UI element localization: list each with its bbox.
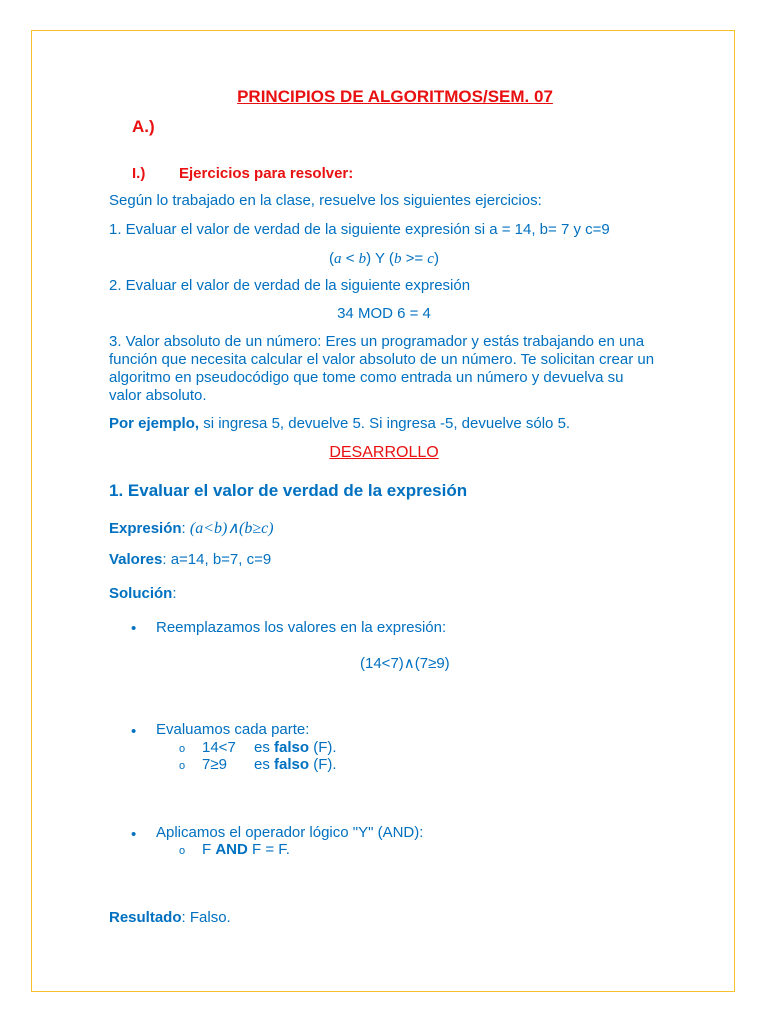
sub-bullet-3-text: F AND F = F.: [202, 841, 290, 858]
bullet-2-text: Evaluamos cada parte:: [156, 721, 310, 738]
sub-bullet-2-result: es falso (F).: [254, 756, 337, 773]
sub-bullet-2-expr: 7≥9: [202, 756, 227, 773]
sub-bullet-1-marker: o: [179, 743, 186, 755]
replaced-expression: (14<7)∧(7≥9): [360, 655, 450, 672]
desarrollo-heading: DESARROLLO: [329, 444, 439, 461]
sub-bullet-2-marker: o: [179, 760, 186, 772]
section-i-label: Ejercicios para resolver:: [179, 165, 354, 182]
solucion-label: Solución: [109, 585, 173, 602]
section-i-number: I.): [132, 165, 146, 182]
resultado-label: Resultado: [109, 909, 182, 926]
sub-bullet-1-expr: 14<7: [202, 739, 236, 756]
bullet-1-text: Reemplazamos los valores en la expresión:: [156, 619, 447, 636]
exercise-1-text: 1. Evaluar el valor de verdad de la siguiente expresión si a = 14, b= 7 y c=9: [109, 221, 610, 238]
exercise-3-text: 3. Valor absoluto de un número: Eres un programador y estás trabajando en una función que necesita calcular el valor absoluto de un número. Te solicitan crear un algoritmo en pseudocódigo que tome como entrada un número y devuelva su valor absoluto.: [109, 333, 655, 404]
exercise-2-expression: 34 MOD 6 = 4: [337, 305, 431, 322]
sub-bullet-3-marker: o: [179, 845, 186, 857]
valores-label: Valores: [109, 551, 163, 568]
section-a-heading: A.): [132, 117, 155, 136]
solucion-line: Solución:: [109, 585, 177, 602]
expresion-label: Expresión: [109, 520, 182, 537]
intro-text: Según lo trabajado en la clase, resuelve los siguientes ejercicios:: [109, 192, 542, 209]
bullet-1-marker: •: [131, 620, 137, 637]
sub-bullet-1-result: es falso (F).: [254, 739, 337, 756]
example-line: Por ejemplo, si ingresa 5, devuelve 5. Si ingresa -5, devuelve sólo 5.: [109, 415, 571, 432]
document-title: PRINCIPIOS DE ALGORITMOS/SEM. 07: [237, 87, 553, 106]
exercise-2-text: 2. Evaluar el valor de verdad de la siguiente expresión: [109, 277, 471, 294]
expresion-line: Expresión: (a<b)∧(b≥c): [109, 520, 274, 537]
valores-line: Valores: a=14, b=7, c=9: [109, 551, 272, 568]
exercise-1-expression: (a < b) Y (b >= c): [329, 250, 439, 267]
bullet-3-marker: •: [131, 826, 137, 843]
resultado-line: Resultado: Falso.: [109, 909, 231, 926]
bullet-2-marker: •: [131, 723, 137, 740]
example-label: Por ejemplo,: [109, 415, 200, 432]
bullet-3-text: Aplicamos el operador lógico "Y" (AND):: [156, 824, 424, 841]
solution-heading: 1. Evaluar el valor de verdad de la expresión: [109, 481, 468, 500]
